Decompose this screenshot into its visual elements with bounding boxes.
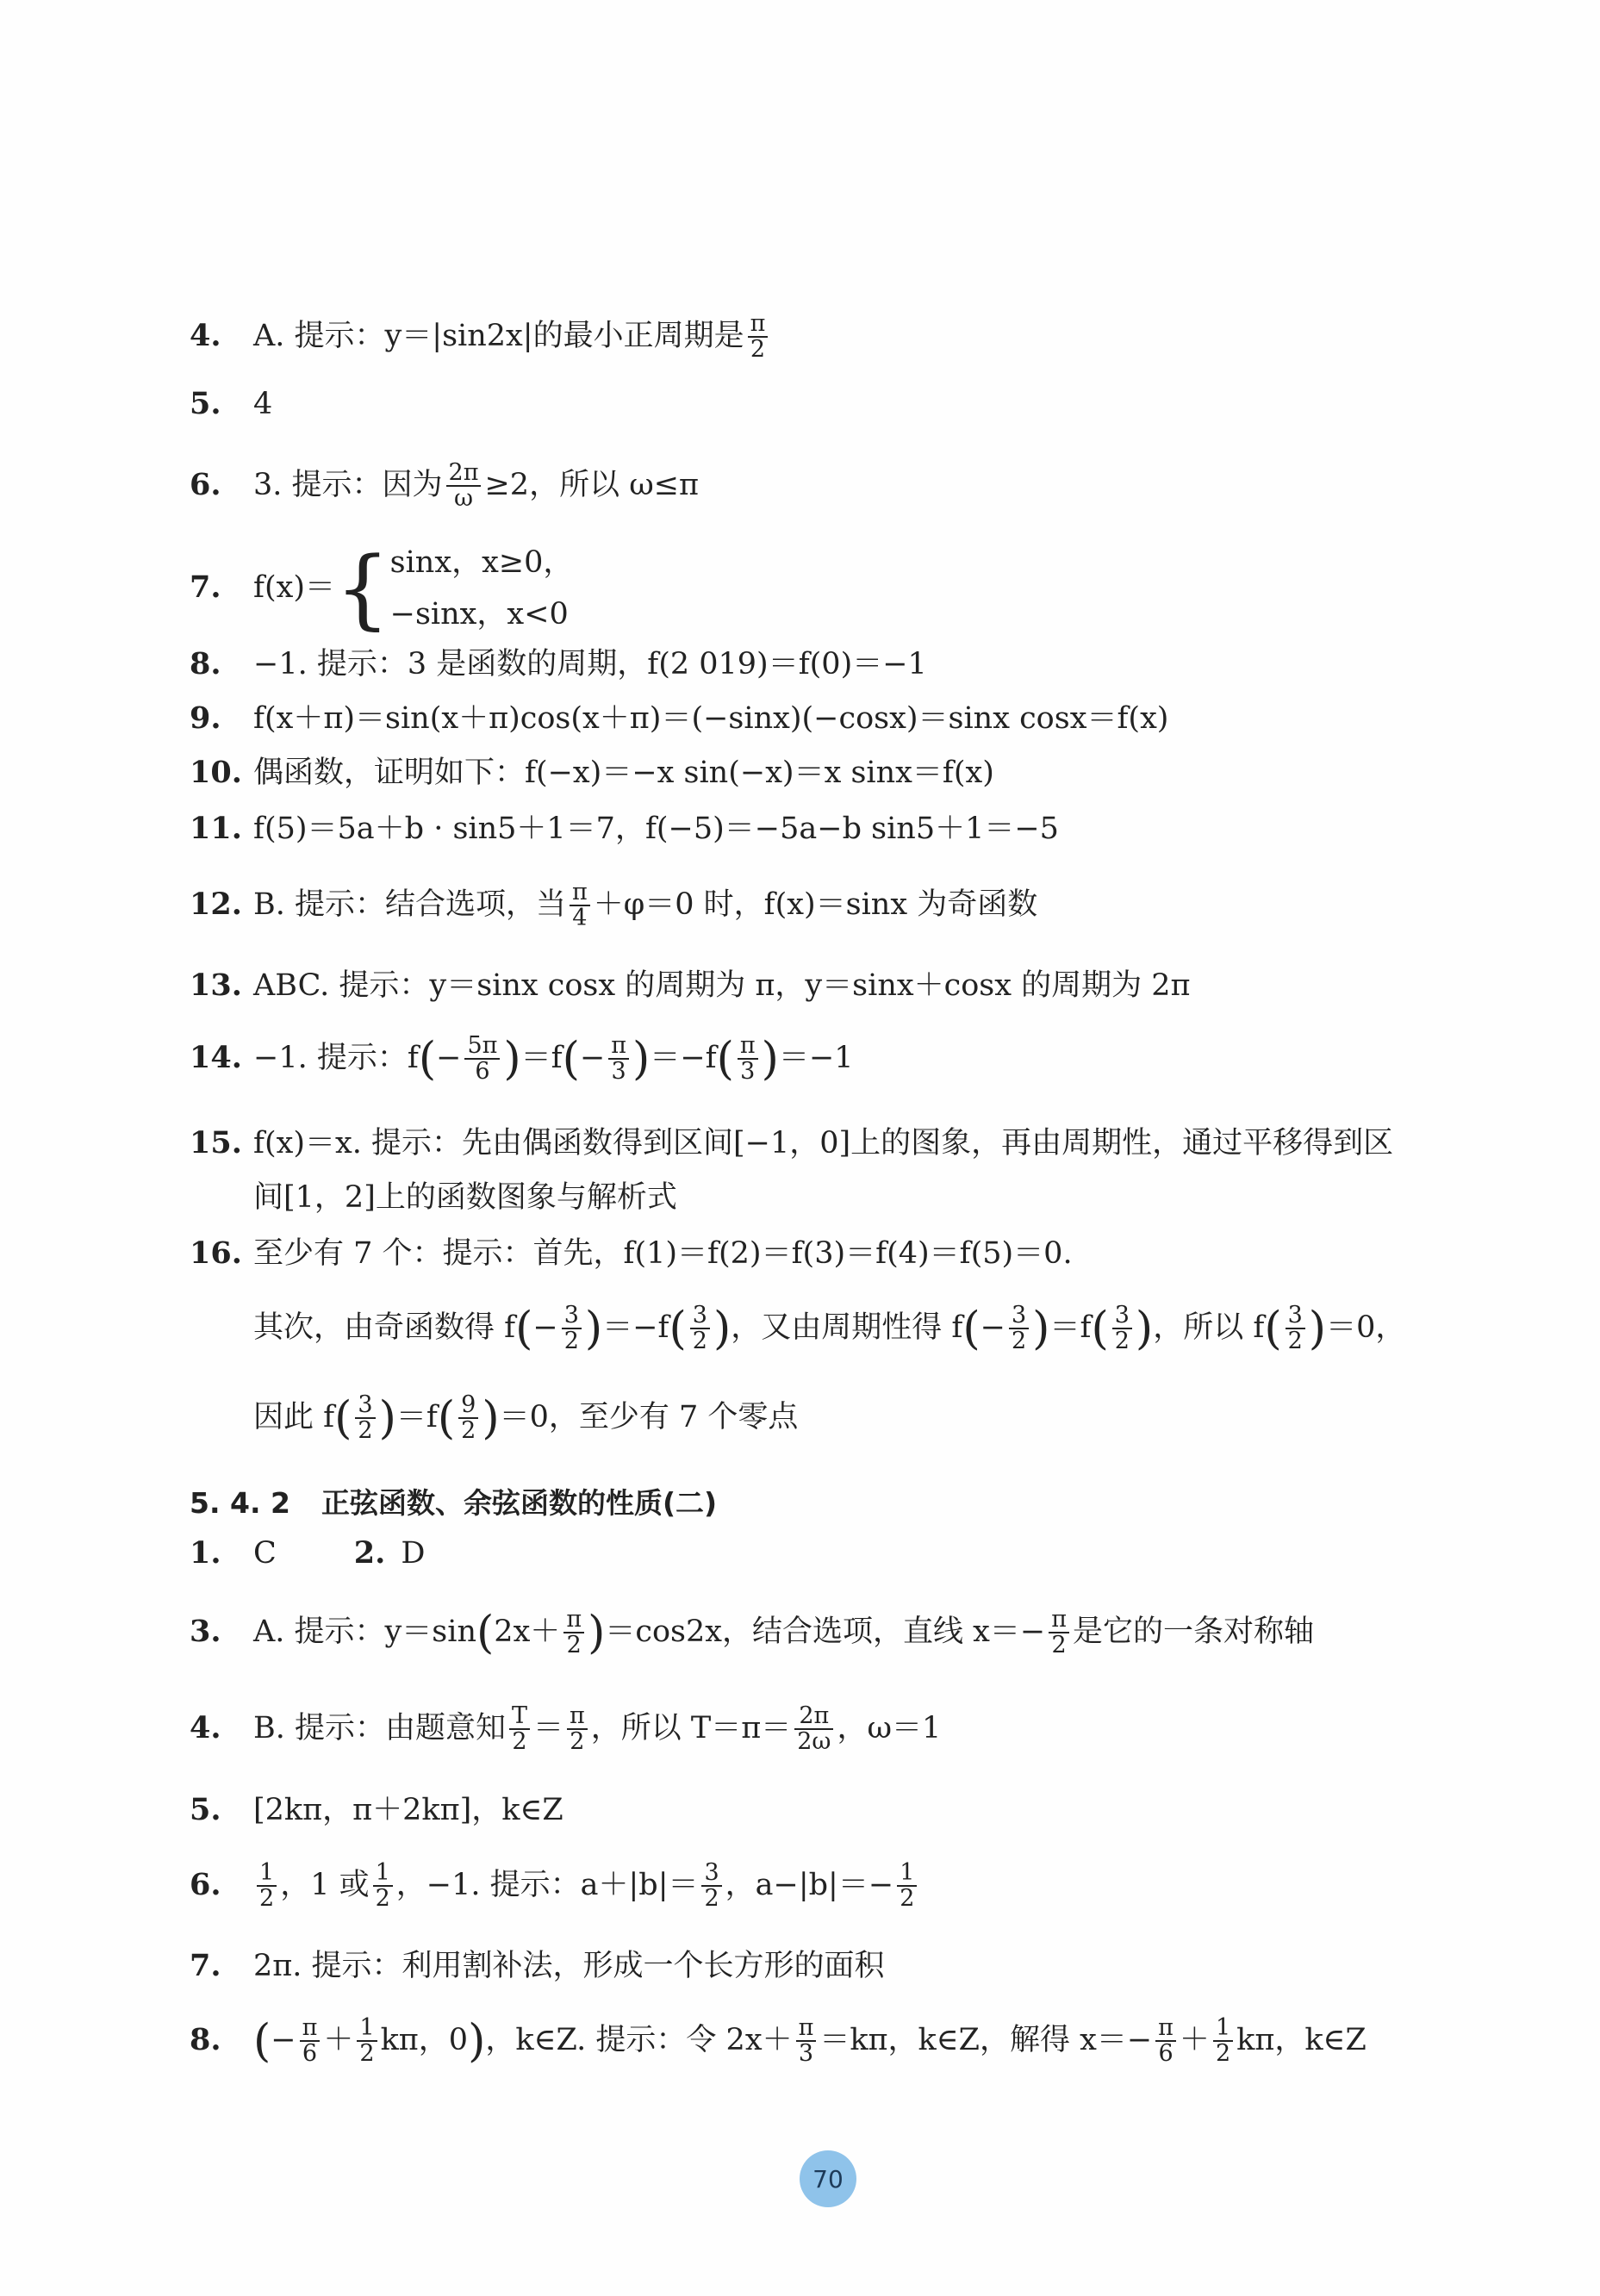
- answer-10: 10. 偶函数，证明如下：f(−x)＝−x sin(−x)＝x sinx＝f(x): [190, 755, 994, 790]
- answer-14: 14. −1. 提示：f(− $\frac{5\pi}{6}$ )＝f(− $\frac{\pi}{3}$ )＝−f( $\frac{\pi}{3}$ )＝−1: [190, 1032, 854, 1086]
- fraction: $\frac{5\pi}{6}$: [464, 1034, 500, 1085]
- answer-15: 15. f(x)＝x. 提示：先由偶函数得到区间[−1，0]上的图象，再由周期性，通过平移得到区: [190, 1125, 1394, 1160]
- answer-s2-8: 8. (− $\frac{\pi}{6}$ ＋ $\frac{1}{2}$ kπ，0)，k∈Z. 提示：令 2x＋ $\frac{\pi}{3}$ ＝kπ，k∈Z，解得 x＝− $\frac{\pi}{6}$ ＋ $\frac{1}{2}$ kπ，k∈Z: [190, 2014, 1367, 2068]
- answer-12: 12. B. 提示：结合选项，当 $\frac{\pi}{4}$ ＋φ＝0 时，f(x)＝sinx 为奇函数: [190, 879, 1038, 932]
- answer-16-line2: 其次，由奇函数得 f(− $\frac{3}{2}$ )＝−f( $\frac{3}{2}$ )，又由周期性得 f(− $\frac{3}{2}$ )＝f( $\frac{3}{2}$ )，所以 f( $\frac{3}{2}$ )＝0，: [253, 1302, 1406, 1355]
- answer-5: 5. 4: [190, 386, 273, 421]
- answer-s2-1-2: 1. C 2. D: [190, 1535, 426, 1571]
- answer-16: 16. 至少有 7 个：提示：首先，f(1)＝f(2)＝f(3)＝f(4)＝f(5)＝0.: [190, 1235, 1073, 1271]
- fraction: $\frac{\pi}{3}$: [608, 1034, 629, 1085]
- fraction: $\frac{\pi}{3}$: [738, 1034, 758, 1085]
- answer-11: 11. f(5)＝5a＋b · sin5＋1＝7，f(−5)＝−5a−b sin5＋1＝−5: [190, 811, 1059, 846]
- answer-s2-5: 5. [2kπ，π＋2kπ]，k∈Z: [190, 1792, 563, 1827]
- answer-s2-7: 7. 2π. 提示：利用割补法，形成一个长方形的面积: [190, 1948, 885, 1983]
- fraction: $\frac{\pi}{2}$: [748, 312, 769, 363]
- answer-6: 6. 3. 提示：因为 $\frac{2\pi}{\omega}$ ≥2，所以 ω≤π: [190, 459, 700, 513]
- answer-13: 13. ABC. 提示：y＝sinx cosx 的周期为 π，y＝sinx＋cosx 的周期为 2π: [190, 968, 1191, 1003]
- answer-8: 8. −1. 提示：3 是函数的周期，f(2 019)＝f(0)＝−1: [190, 646, 927, 681]
- fraction: $\frac{\pi}{4}$: [570, 880, 590, 931]
- answer-9: 9. f(x＋π)＝sin(x＋π)cos(x＋π)＝(−sinx)(−cosx)＝sinx cosx＝f(x): [190, 700, 1169, 736]
- answer-15-cont: 间[1，2]上的函数图象与解析式: [253, 1180, 677, 1215]
- piecewise-cases: sinx，x≥0， −sinx，x<0: [389, 545, 574, 632]
- section-heading: 5. 4. 2 正弦函数、余弦函数的性质(二): [190, 1486, 718, 1520]
- page-number: 70: [812, 2164, 844, 2193]
- answer-16-line3: 因此 f( $\frac{3}{2}$ )＝f( $\frac{9}{2}$ )＝0，至少有 7 个零点: [253, 1391, 799, 1445]
- answer-7: 7. f(x)＝{ sinx，x≥0， −sinx，x<0: [190, 538, 574, 639]
- answer-s2-4: 4. B. 提示：由题意知 $\frac{T}{2}$ ＝ $\frac{\pi}{2}$ ，所以 T＝π＝ $\frac{2\pi}{2\omega}$ ，ω＝1: [190, 1702, 942, 1756]
- answer-4: 4. A. 提示：y＝|sin2x|的最小正周期是 $\frac{\pi}{2}$: [190, 312, 771, 363]
- answer-s2-6: 6. $\frac{1}{2}$ ，1 或 $\frac{1}{2}$ ，−1. 提示：a＋|b|＝ $\frac{3}{2}$ ，a−|b|＝− $\frac{1}{2}$: [190, 1861, 920, 1912]
- page-number-badge: [800, 2150, 856, 2207]
- answer-s2-3: 3. A. 提示：y＝sin(2x＋ $\frac{\pi}{2}$ )＝cos2x，结合选项，直线 x＝− $\frac{\pi}{2}$ 是它的一条对称轴: [190, 1606, 1314, 1659]
- fraction: $\frac{2\pi}{\omega}$: [446, 461, 482, 512]
- left-brace: {: [335, 538, 390, 639]
